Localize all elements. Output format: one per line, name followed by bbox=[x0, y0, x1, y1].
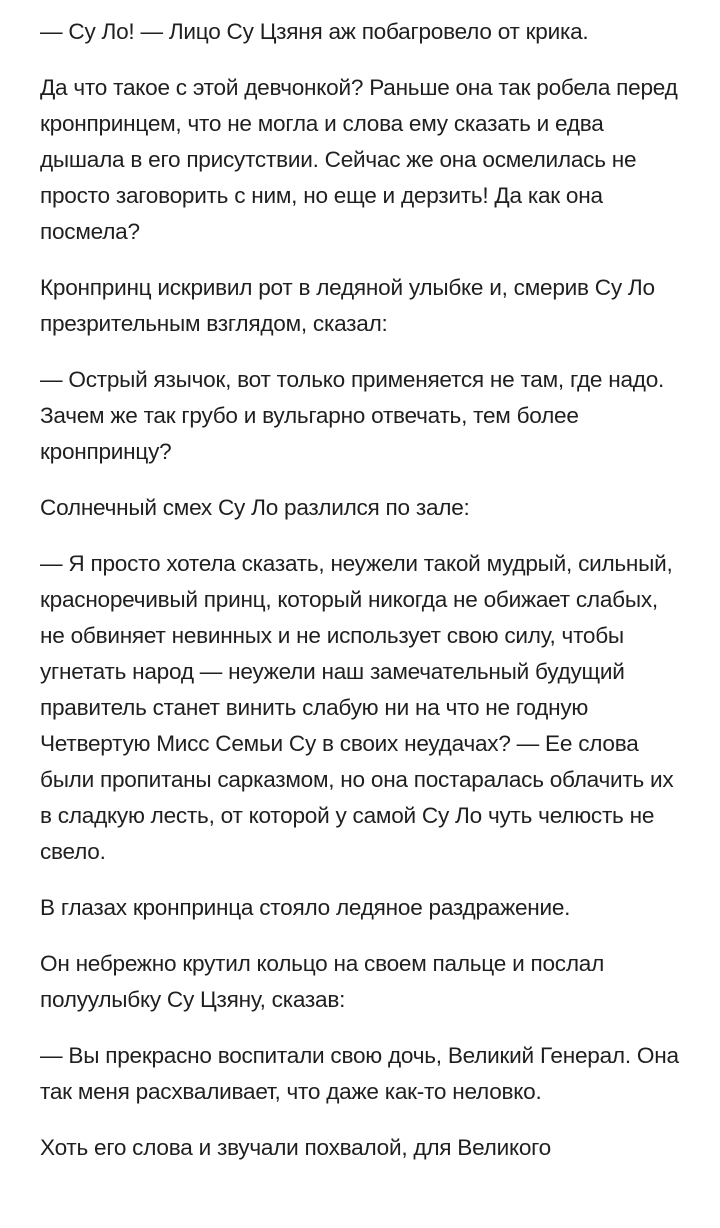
paragraph-2: Да что такое с этой девчонкой? Раньше она так робела перед кронпринцем, что не могла и слова ему сказать и едва дышала в его присутствии. Сейчас же она осмелилась не просто заговорить с ним, но еще и дерзить! Да как она посмела? bbox=[40, 75, 678, 244]
paragraph-6: — Я просто хотела сказать, неужели такой мудрый, сильный, красноречивый принц, который никогда не обижает слабых, не обвиняет невинных и не использует свою силу, чтобы угнетать народ — неужели наш замечательный будущий правитель станет винить слабую ни на что не годную Четвертую Мисс Семьи Су в своих неудачах? — Ее слова были пропитаны сарказмом, но она постаралась облачить их в сладкую лесть, от которой у самой Су Ло чуть челюсть не свело. bbox=[40, 551, 674, 864]
paragraph-10: Хоть его слова и звучали похвалой, для Великого bbox=[40, 1135, 551, 1160]
paragraph-7: В глазах кронпринца стояло ледяное раздражение. bbox=[40, 895, 571, 920]
paragraph-3: Кронпринц искривил рот в ледяной улыбке и, смерив Су Ло презрительным взглядом, сказал: bbox=[40, 275, 655, 336]
paragraph-8: Он небрежно крутил кольцо на своем пальце и послал полуулыбку Су Цзяну, сказав: bbox=[40, 951, 605, 1012]
paragraph-1: — Су Ло! — Лицо Су Цзяня аж побагровело от крика. bbox=[40, 19, 589, 44]
paragraph-5: Солнечный смех Су Ло разлился по зале: bbox=[40, 495, 470, 520]
paragraph-4: — Острый язычок, вот только применяется не там, где надо. Зачем же так грубо и вульгарно отвечать, тем более кронпринцу? bbox=[40, 367, 665, 464]
paragraph-9: — Вы прекрасно воспитали свою дочь, Великий Генерал. Она так меня расхваливает, что даже как-то неловко. bbox=[40, 1043, 679, 1104]
